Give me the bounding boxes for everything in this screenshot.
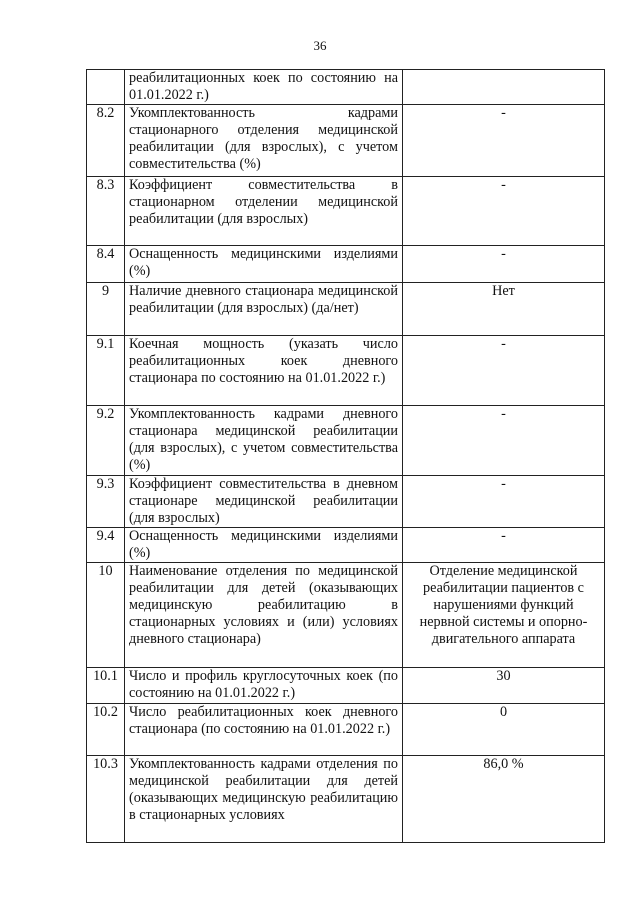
row-description: Число и профиль круглосуточных коек (по состоянию на 01.01.2022 г.) <box>125 668 403 704</box>
row-number: 9.1 <box>87 336 125 406</box>
row-value: - <box>403 177 605 246</box>
row-number <box>87 70 125 105</box>
table-row <box>87 105 605 177</box>
row-number: 9.3 <box>87 476 125 528</box>
row-description: реабилитационных коек по состоянию на 01.01.2022 г.) <box>125 70 403 105</box>
row-description: Число реабилитационных коек дневного стационара (по состоянию на 01.01.2022 г.) <box>125 704 403 756</box>
row-description: Коэффициент совместительства в дневном стационаре медицинской реабилитации (для взрослых) <box>125 476 403 528</box>
row-value <box>403 70 605 105</box>
table-row <box>87 336 605 406</box>
table-row <box>87 177 605 246</box>
row-value: - <box>403 105 605 177</box>
row-number: 10.3 <box>87 756 125 843</box>
row-number: 9.2 <box>87 406 125 476</box>
row-value: - <box>403 528 605 563</box>
row-value: 0 <box>403 704 605 756</box>
row-value: Нет <box>403 283 605 336</box>
table-row <box>87 528 605 563</box>
row-value: - <box>403 476 605 528</box>
table-row <box>87 704 605 756</box>
row-value: Отделение медицинской реабилитации пациентов с нарушениями функций нервной системы и опорно-двигательного аппарата <box>403 563 605 668</box>
table-row <box>87 563 605 668</box>
table-row <box>87 756 605 843</box>
row-number: 8.3 <box>87 177 125 246</box>
table-row <box>87 406 605 476</box>
row-description: Укомплектованность кадрами отделения по медицинской реабилитации для детей (оказывающих медицинскую реабилитацию в стационарных условиях <box>125 756 403 843</box>
row-description: Коечная мощность (указать число реабилитационных коек дневного стационара по состоянию на 01.01.2022 г.) <box>125 336 403 406</box>
row-value: - <box>403 406 605 476</box>
row-value: - <box>403 336 605 406</box>
row-description: Коэффициент совместительства в стационарном отделении медицинской реабилитации (для взрослых) <box>125 177 403 246</box>
row-number: 10.1 <box>87 668 125 704</box>
row-value: - <box>403 246 605 283</box>
row-description: Наличие дневного стационара медицинской реабилитации (для взрослых) (да/нет) <box>125 283 403 336</box>
row-number: 8.2 <box>87 105 125 177</box>
page-number: 36 <box>313 38 327 53</box>
table-row <box>87 283 605 336</box>
row-description: Укомплектованность кадрами стационарного отделения медицинской реабилитации (для взрослых), с учетом совместительства (%) <box>125 105 403 177</box>
data-table <box>86 69 605 843</box>
row-number: 10.2 <box>87 704 125 756</box>
row-description: Оснащенность медицинскими изделиями (%) <box>125 528 403 563</box>
table-row <box>87 70 605 105</box>
row-number: 9.4 <box>87 528 125 563</box>
table-row <box>87 668 605 704</box>
row-number: 8.4 <box>87 246 125 283</box>
row-value: 86,0 % <box>403 756 605 843</box>
row-description: Укомплектованность кадрами дневного стационара медицинской реабилитации (для взрослых), с учетом совместительства (%) <box>125 406 403 476</box>
row-value: 30 <box>403 668 605 704</box>
table-row <box>87 246 605 283</box>
row-description: Наименование отделения по медицинской реабилитации для детей (оказывающих медицинскую реабилитацию в стационарных условиях и (или) условиях дневного стационара) <box>125 563 403 668</box>
row-number: 10 <box>87 563 125 668</box>
table-row <box>87 476 605 528</box>
row-description: Оснащенность медицинскими изделиями (%) <box>125 246 403 283</box>
row-number: 9 <box>87 283 125 336</box>
